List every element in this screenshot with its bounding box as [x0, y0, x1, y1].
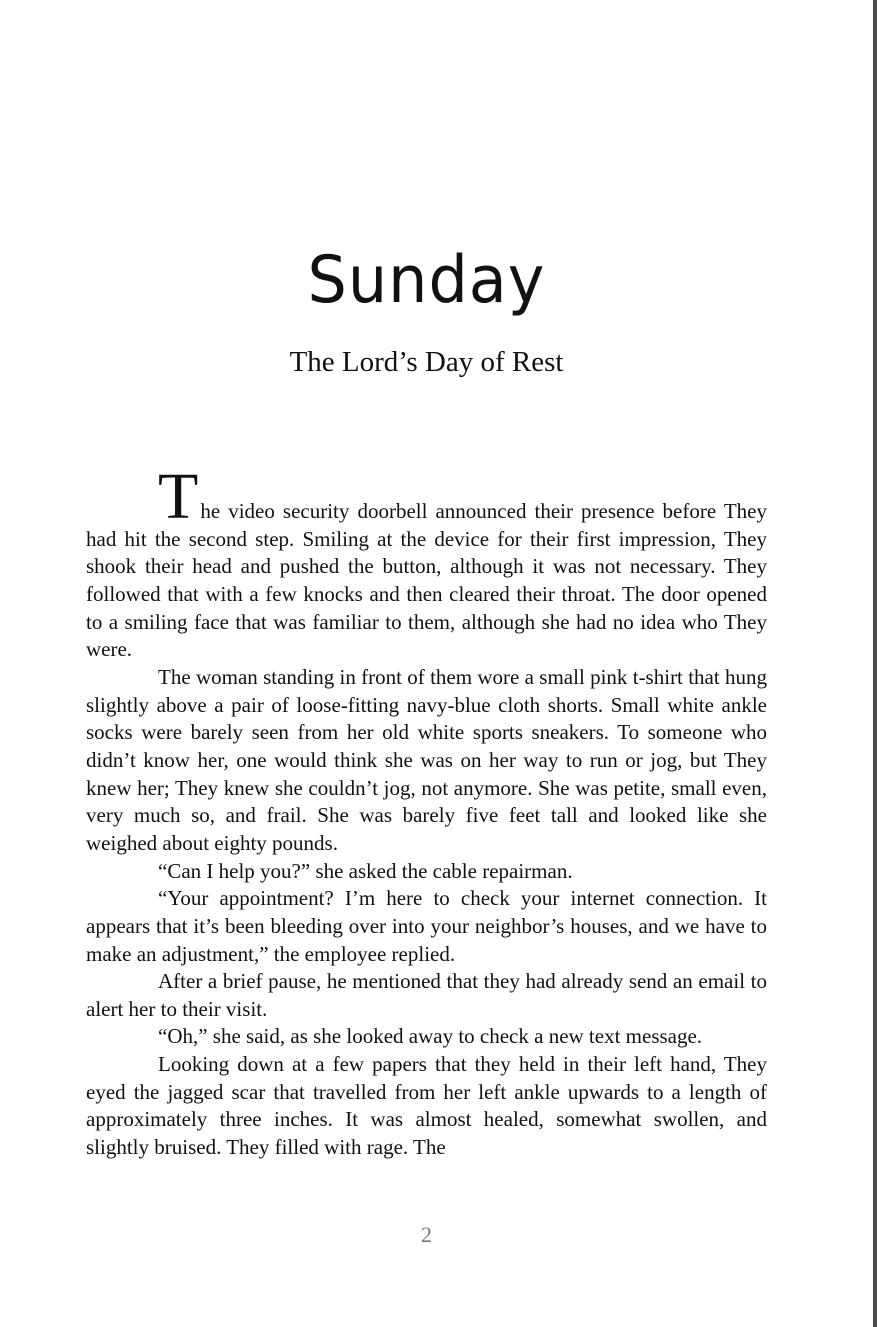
paragraph: The woman standing in front of them wore a small pink t-shirt that hung slightly above a pair of loose-fitting navy-blue cloth shorts. Small white ankle socks were barely seen from her old white sports sneakers. To someone who didn’t know her, one would think she was on her way to run or jog, but They knew her; They knew she couldn’t jog, not anymore. She was petite, small even, very much so, and frail. She was barely five feet tall and looked like she weighed about eighty pounds. [86, 664, 767, 855]
paragraph: “Can I help you?” she asked the cable repairman. [158, 858, 573, 883]
chapter-subtitle: The Lord’s Day of Rest [289, 346, 564, 378]
paragraph: After a brief pause, he mentioned that they had already send an email to alert her to their visit. [86, 969, 767, 1021]
drop-cap: T [158, 460, 199, 533]
page-edge-divider [873, 0, 877, 1327]
page-number: 2 [421, 1222, 432, 1247]
paragraph [86, 460, 767, 664]
chapter-title: Sunday [307, 241, 546, 318]
paragraph: Looking down at a few papers that they held in their left hand, They eyed the jagged scar that travelled from her left ankle upwards to a length of approximately three inches. It was almost healed, somewhat swollen, and slightly bruised. They filled with rage. The [86, 1052, 767, 1160]
paragraph-text: he video security doorbell announced their presence before They had hit the second step. Smiling at the device for their first impression, They shook their head and pushed the button, although it was not necessary. They followed that with a few knocks and then cleared their throat. The door opened to a smiling face that was familiar to them, although she had no idea who They were. [86, 499, 767, 662]
paragraph: “Your appointment? I’m here to check your internet connection. It appears that it’s been bleeding over into your neighbor’s houses, and we have to make an adjustment,” the employee replied. [86, 886, 767, 966]
paragraph: “Oh,” she said, as she looked away to check a new text message. [158, 1024, 703, 1049]
body-text [86, 460, 767, 1162]
